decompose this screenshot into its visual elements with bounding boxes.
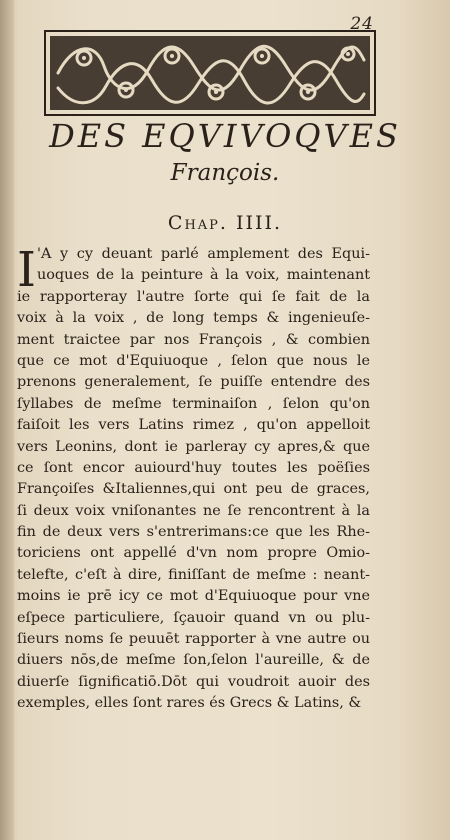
text-line: exemples, elles ſont rares és Grecs & Latins, &	[17, 695, 362, 712]
first-word: 'A y	[37, 246, 69, 262]
text-line: ſyllabes de meſme terminaiſon , ſelon qu'on	[17, 395, 370, 412]
text-line: voix à la voix , de long temps & ingenieuſe-	[17, 310, 370, 327]
text-line: ie rapporteray l'autre ſorte qui ſe fait de la	[17, 288, 370, 305]
text-line: moins ie prē icy ce mot d'Equiuoque pour vne	[17, 588, 370, 605]
drop-cap: I	[17, 242, 36, 298]
text-line: diuerſe ſignificatiō.Dōt qui voudroit auoir des	[17, 673, 370, 690]
page-number: 24	[350, 14, 374, 34]
text-line: que ce mot d'Equiuoque , ſelon que nous le	[17, 352, 370, 369]
decorative-headpiece	[44, 30, 376, 116]
text-line: Françoiſes &Italiennes,qui ont peu de graces,	[17, 481, 370, 498]
text-line: toriciens ont appellé d'vn nom propre Omio-	[17, 545, 370, 562]
text-line: vers Leonins, dont ie parleray cy apres,& que	[17, 438, 370, 455]
text-line: uoques de la peinture à la voix, maintenant	[37, 267, 370, 284]
text-line: faiſoit les vers Latins rimez , qu'on appelloit	[17, 417, 370, 434]
text-line: eſpece particuliere, ſçauoir quand vn ou plu-	[17, 609, 370, 626]
text-line: fin de deux vers s'entrerimans:ce que les Rhe-	[17, 524, 370, 541]
text-line: diuers nōs,de meſme ſon,ſelon l'aureille, & de	[17, 652, 370, 669]
text-line: ſieurs noms ſe peuuēt rapporter à vne autre ou	[17, 631, 370, 648]
text-line: 'A y cy deuant parlé amplement des Equi-	[37, 246, 370, 262]
chapter-number: Chap. IIII.	[167, 212, 283, 234]
text-line: telefte, c'eſt à dire, finiſſant de meſme : neant-	[17, 566, 370, 583]
text-line: prenons generalement, ſe puiſſe entendre des	[17, 374, 370, 391]
text-line: ſi deux voix vniſonantes ne ſe rencontrent à la	[17, 502, 370, 519]
chapter-subtitle: François.	[170, 160, 280, 186]
text-line: ce ſont encor auiourd'huy toutes les poëſies	[17, 459, 370, 476]
text-line: ment traictee par nos François , & combien	[17, 331, 370, 348]
chapter-title: DES EQVIVOQVES	[49, 117, 401, 155]
body-text	[17, 244, 370, 715]
